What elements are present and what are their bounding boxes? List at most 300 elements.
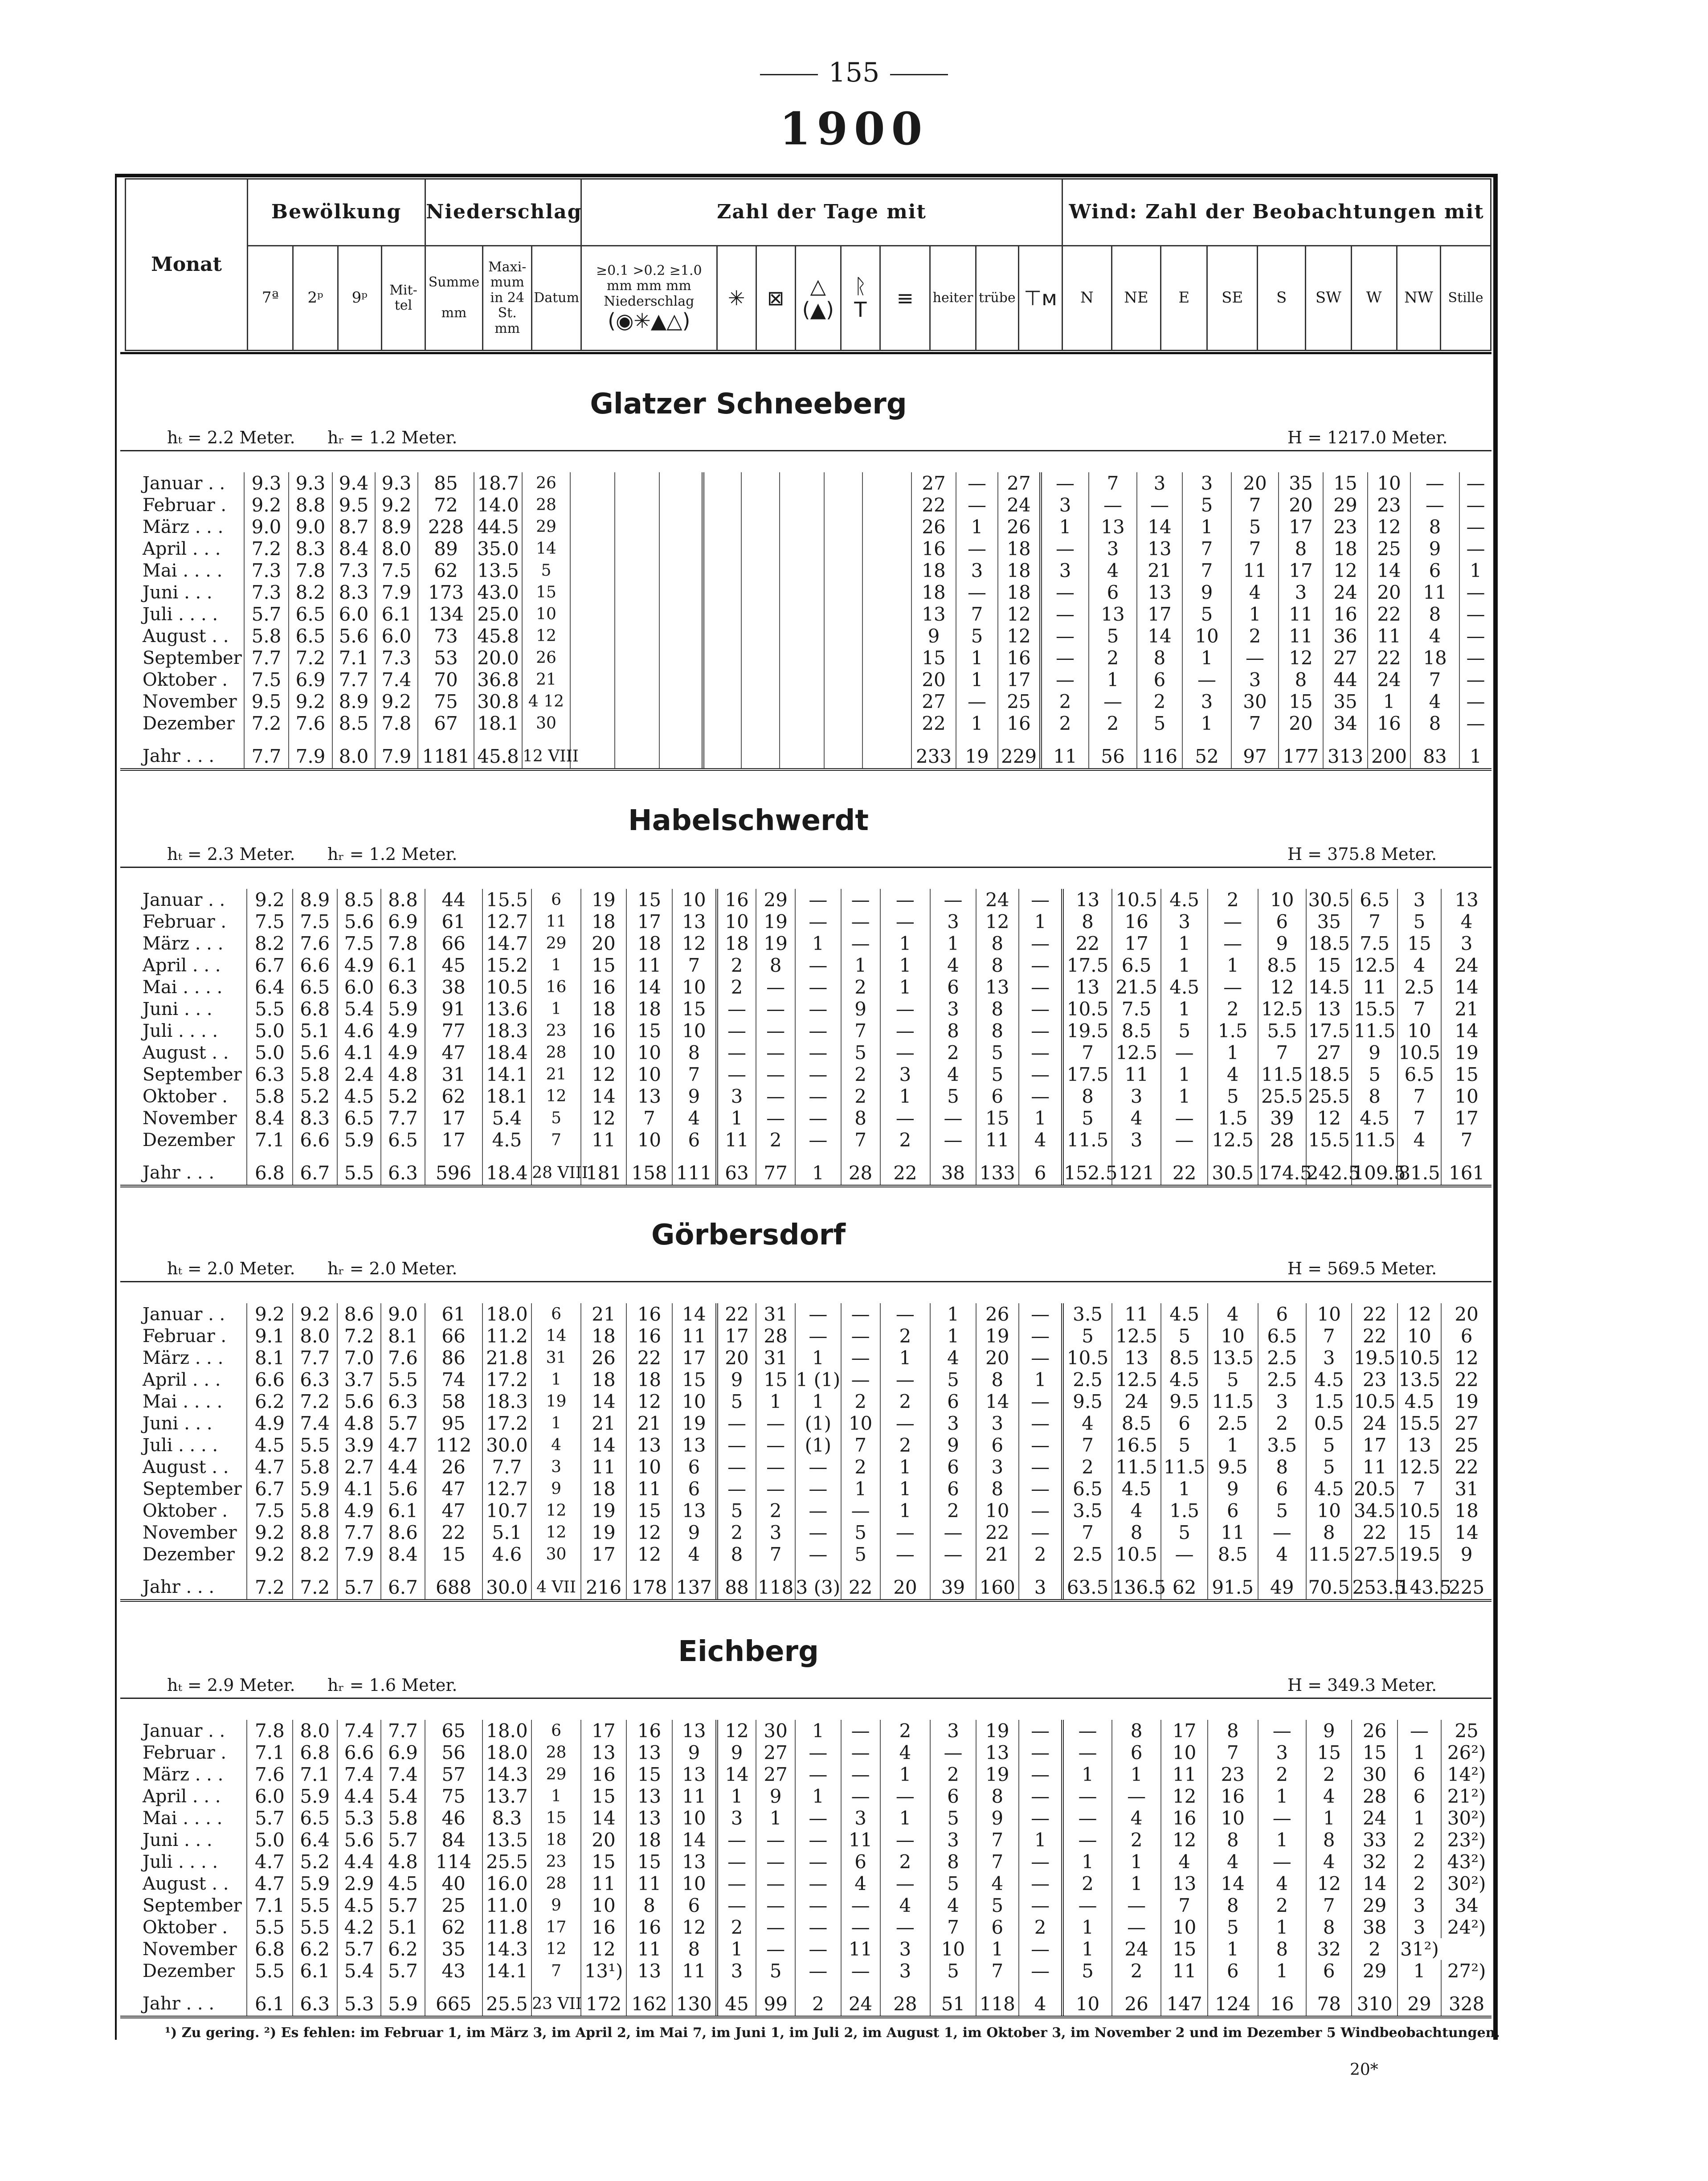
table-cell: 4 12	[522, 691, 570, 712]
table-cell: 1	[1208, 1434, 1258, 1456]
table-cell: 5	[1161, 1522, 1207, 1543]
table-row	[129, 933, 1491, 954]
table-cell: 2.5	[1208, 1412, 1258, 1434]
table-cell: 11.5	[1306, 1543, 1352, 1565]
table-cell: 32	[1306, 1938, 1352, 1960]
table-cell: 5.9	[293, 1785, 337, 1807]
hail-icon: ⊠	[756, 246, 795, 351]
table-cell: 10.5	[1397, 1500, 1441, 1522]
table-cell	[824, 494, 862, 516]
table-cell: —	[880, 1543, 931, 1565]
month-label: Jahr . . .	[143, 1993, 215, 2014]
table-cell: —	[795, 1064, 841, 1085]
table-cell: —	[1019, 1873, 1062, 1895]
table-cell: 6	[1161, 1412, 1207, 1434]
table-cell: 8	[1137, 647, 1182, 669]
table-cell	[570, 538, 615, 560]
table-cell	[741, 516, 780, 538]
table-cell: 2	[1397, 1873, 1441, 1895]
table-cell: 5	[1397, 911, 1441, 933]
table-cell: 4	[1161, 1851, 1207, 1873]
month-label: Mai . . . .	[143, 977, 223, 998]
table-cell: —	[1041, 581, 1089, 603]
table-cell: 83	[1410, 734, 1459, 769]
table-cell: 8.4	[247, 1107, 292, 1129]
table-cell: 9.3	[289, 472, 332, 494]
table-cell: 1	[1112, 1873, 1161, 1895]
table-cell: 44.5	[474, 516, 522, 538]
table-cell: 7	[841, 1434, 880, 1456]
table-cell: —	[880, 1916, 931, 1938]
table-cell: 7.7	[482, 1456, 532, 1478]
table-row	[129, 1107, 1491, 1129]
table-cell: 7.6	[289, 712, 332, 734]
table-cell: 12	[1161, 1829, 1207, 1851]
table-cell: 39	[1258, 1107, 1307, 1129]
table-cell: 20	[1231, 472, 1279, 494]
table-cell: —	[1019, 1764, 1062, 1785]
table-cell: 6	[1258, 1478, 1307, 1500]
table-cell: 174.5	[1258, 1151, 1307, 1186]
month-label: Februar .	[143, 911, 227, 932]
table-cell: 5	[756, 1960, 795, 1982]
table-cell: 6.6	[337, 1742, 381, 1764]
table-cell: 4	[1208, 1851, 1258, 1873]
table-cell: 28	[531, 1042, 581, 1064]
table-cell: 13	[976, 1742, 1019, 1764]
table-cell: —	[1459, 712, 1491, 734]
table-cell: —	[1459, 669, 1491, 691]
table-cell	[703, 734, 741, 769]
table-cell: 10	[930, 1938, 976, 1960]
table-cell: 15	[672, 1369, 717, 1391]
table-cell	[659, 603, 703, 625]
col-maximum: Maxi-mum in 24 St. mm	[482, 246, 531, 351]
table-row	[129, 911, 1491, 933]
table-cell: 7.6	[381, 1347, 425, 1369]
table-cell: 5	[976, 1042, 1019, 1064]
table-cell: 162	[626, 1982, 672, 2017]
month-label: September	[143, 1895, 242, 1916]
table-cell: 4.5	[1352, 1107, 1397, 1129]
section-rule	[120, 450, 1491, 451]
table-cell: 16	[998, 647, 1041, 669]
table-cell: 18	[626, 1369, 672, 1391]
table-cell: 5.4	[482, 1107, 532, 1129]
table-cell: —	[795, 976, 841, 998]
table-cell: 15	[1323, 472, 1368, 494]
table-cell: 12	[626, 1391, 672, 1412]
table-cell: —	[1019, 889, 1062, 911]
table-cell: 9.2	[247, 889, 292, 911]
table-cell: —	[1459, 494, 1491, 516]
table-cell: 1	[1459, 734, 1491, 769]
snow-icon: ✳	[717, 246, 756, 351]
table-cell: 24	[1441, 954, 1491, 976]
threshold-1: ≥0.1	[596, 262, 629, 278]
table-cell: 5	[930, 1369, 976, 1391]
table-cell: 5	[1137, 712, 1182, 734]
table-cell: 28	[756, 1325, 795, 1347]
table-cell: 2	[880, 1129, 931, 1151]
table-cell: 12	[531, 1522, 581, 1543]
table-cell: 13.5	[474, 560, 522, 581]
table-cell: 4	[1258, 1543, 1307, 1565]
table-cell: 14	[522, 538, 570, 560]
table-cell: 9.5	[1208, 1456, 1258, 1478]
table-cell: —	[756, 1916, 795, 1938]
table-row	[129, 625, 1491, 647]
table-cell: 2	[880, 1720, 931, 1742]
table-cell: 8.1	[381, 1325, 425, 1347]
table-cell: 30	[756, 1720, 795, 1742]
table-cell: 2	[930, 1500, 976, 1522]
table-cell: 2.5	[1397, 976, 1441, 998]
table-cell: 7.5	[247, 911, 292, 933]
month-label: März . . .	[143, 1764, 224, 1785]
table-cell: 1	[1258, 1960, 1307, 1982]
table-cell: 13	[672, 1500, 717, 1522]
table-cell: —	[795, 1916, 841, 1938]
table-cell: 6.1	[247, 1982, 292, 2017]
table-cell: —	[956, 691, 998, 712]
table-cell: 5.5	[293, 1434, 337, 1456]
table-cell: 12	[672, 933, 717, 954]
station-table	[129, 1303, 1491, 1600]
table-cell: 17	[1352, 1434, 1397, 1456]
table-cell: 7.5	[244, 669, 289, 691]
table-cell: 5	[956, 625, 998, 647]
table-cell: 7	[756, 1543, 795, 1565]
station-altitude: H = 349.3 Meter.	[1287, 1675, 1437, 1695]
wind-header: Wind: Zahl der Beobachtungen mit	[1062, 179, 1491, 246]
table-cell: 2	[717, 954, 756, 976]
table-cell: 18	[998, 560, 1041, 581]
table-cell: 2	[1041, 691, 1089, 712]
table-cell: 6	[930, 1391, 976, 1412]
table-row	[129, 1829, 1491, 1851]
table-cell: 15	[522, 581, 570, 603]
table-cell: 13	[626, 1434, 672, 1456]
table-row	[129, 1916, 1491, 1938]
table-cell: 15	[1397, 1522, 1441, 1543]
table-cell	[741, 581, 780, 603]
table-cell: —	[795, 1500, 841, 1522]
table-cell: 31	[756, 1347, 795, 1369]
table-cell: 31	[1441, 1478, 1491, 1500]
table-cell: 30²)	[1441, 1807, 1491, 1829]
table-cell: 1181	[418, 734, 474, 769]
table-cell: 10	[1441, 1085, 1491, 1107]
table-cell: 7	[531, 1960, 581, 1982]
table-cell: 8.6	[337, 1303, 381, 1325]
table-cell: 9.0	[244, 516, 289, 538]
table-cell: 4.6	[337, 1020, 381, 1042]
table-cell: —	[1410, 494, 1459, 516]
table-cell: 17.5	[1306, 1020, 1352, 1042]
table-cell: 20.0	[474, 647, 522, 669]
table-cell: 7.8	[247, 1720, 292, 1742]
table-row	[129, 1543, 1491, 1565]
table-cell: 15	[1161, 1938, 1207, 1960]
table-cell	[659, 669, 703, 691]
table-cell: 13¹)	[581, 1960, 626, 1982]
table-cell: 8	[672, 1938, 717, 1960]
table-cell: 9	[1352, 1042, 1397, 1064]
month-label: August . .	[143, 1042, 229, 1063]
table-cell: 11	[717, 1129, 756, 1151]
table-cell: 29	[522, 516, 570, 538]
table-cell: —	[795, 1325, 841, 1347]
table-cell: —	[795, 1042, 841, 1064]
table-cell: 6.3	[293, 1369, 337, 1391]
table-cell	[824, 560, 862, 581]
table-cell: 7.2	[244, 712, 289, 734]
table-cell: 5.1	[482, 1522, 532, 1543]
table-cell: 13	[672, 1434, 717, 1456]
table-cell: 16	[626, 1916, 672, 1938]
table-cell: 7	[1397, 1107, 1441, 1129]
table-cell: 328	[1441, 1982, 1491, 2017]
table-cell: 13	[1397, 1434, 1441, 1456]
table-cell: 88	[717, 1565, 756, 1600]
table-cell: 5.7	[244, 603, 289, 625]
table-cell: 9	[1306, 1720, 1352, 1742]
table-cell: 1	[880, 1478, 931, 1500]
table-cell: 75	[425, 1785, 482, 1807]
table-cell: 1	[1019, 1369, 1062, 1391]
table-cell: 20	[581, 1829, 626, 1851]
table-cell	[659, 647, 703, 669]
table-cell: 1 (1)	[796, 1369, 841, 1391]
table-cell: 10	[1306, 1303, 1352, 1325]
table-cell: 6.3	[293, 1982, 337, 2017]
table-cell: 26²)	[1441, 1742, 1491, 1764]
col-wind-se: SE	[1207, 246, 1258, 351]
table-cell: 14	[1137, 516, 1182, 538]
table-cell: 10	[1182, 625, 1231, 647]
table-cell: —	[1019, 1720, 1062, 1742]
table-cell: 7.3	[244, 581, 289, 603]
table-cell: 18	[581, 1325, 626, 1347]
table-cell: 11.5	[1112, 1456, 1161, 1478]
table-cell: 6	[1019, 1151, 1062, 1186]
table-cell: 2	[1258, 1764, 1307, 1785]
table-cell	[862, 581, 911, 603]
table-cell: 28	[531, 1742, 581, 1764]
table-cell: 11.2	[482, 1325, 532, 1347]
table-cell: 5.5	[293, 1895, 337, 1916]
table-cell: —	[1019, 1085, 1062, 1107]
table-cell: —	[841, 933, 880, 954]
table-cell: 1	[795, 933, 841, 954]
table-cell: 12	[531, 1500, 581, 1522]
table-cell: 23	[1323, 516, 1368, 538]
table-cell: —	[880, 889, 931, 911]
table-cell: 7	[976, 1829, 1019, 1851]
table-cell: 5.5	[247, 1916, 292, 1938]
table-cell: 11	[1161, 1960, 1207, 1982]
table-cell: 6.0	[337, 976, 381, 998]
table-cell: 63	[717, 1151, 756, 1186]
table-cell: 1	[795, 1785, 841, 1807]
table-cell: 22	[911, 494, 956, 516]
table-cell: —	[717, 1042, 756, 1064]
table-cell: —	[841, 1764, 880, 1785]
table-cell: —	[880, 1020, 931, 1042]
table-cell: 9	[531, 1478, 581, 1500]
table-cell: 1	[880, 933, 931, 954]
table-cell: 17.5	[1062, 954, 1112, 976]
table-cell: 3.5	[1062, 1303, 1112, 1325]
table-cell: 66	[425, 933, 482, 954]
table-cell: 4	[1112, 1807, 1161, 1829]
table-cell: 20	[581, 933, 626, 954]
table-cell: 16	[626, 1720, 672, 1742]
table-cell: —	[717, 1434, 756, 1456]
table-cell: 7.4	[337, 1764, 381, 1785]
table-cell: 8	[1279, 538, 1323, 560]
table-cell: 5	[1208, 1369, 1258, 1391]
table-cell: 4	[930, 1347, 976, 1369]
col-heiter: heiter	[930, 246, 976, 351]
table-cell	[862, 494, 911, 516]
table-cell: 14	[976, 1391, 1019, 1412]
table-cell: 3	[1137, 472, 1182, 494]
table-cell: 8	[1306, 1829, 1352, 1851]
table-cell: 63.5	[1062, 1565, 1112, 1600]
table-cell: —	[795, 1851, 841, 1873]
table-cell: 9	[717, 1369, 756, 1391]
table-cell: —	[930, 1129, 976, 1151]
table-cell: —	[1161, 1042, 1207, 1064]
table-cell: —	[1019, 1742, 1062, 1764]
table-cell: 7	[531, 1129, 581, 1151]
table-cell: 10	[672, 1391, 717, 1412]
table-cell: 6	[841, 1851, 880, 1873]
table-cell: 1	[956, 516, 998, 538]
table-cell: 5.0	[247, 1020, 292, 1042]
table-cell: 6	[672, 1478, 717, 1500]
table-cell: 3	[1441, 933, 1491, 954]
table-cell: 9.3	[375, 472, 418, 494]
table-cell: 3	[531, 1456, 581, 1478]
table-cell: 22	[1352, 1303, 1397, 1325]
table-cell: 21	[581, 1303, 626, 1325]
table-cell: 53	[418, 647, 474, 669]
table-cell: 9	[672, 1522, 717, 1543]
table-cell: 173	[418, 581, 474, 603]
table-cell: 16	[1112, 911, 1161, 933]
table-cell: 18	[581, 1369, 626, 1391]
month-label: Juli . . . .	[143, 1020, 218, 1041]
table-cell: 1	[1062, 1916, 1112, 1938]
table-cell: 7.3	[332, 560, 375, 581]
table-cell: 1	[880, 1085, 931, 1107]
table-cell: 32	[1352, 1851, 1397, 1873]
table-cell: 20	[976, 1347, 1019, 1369]
table-cell: 6.5	[293, 1807, 337, 1829]
table-cell: 23	[1208, 1764, 1258, 1785]
table-cell: 39	[930, 1565, 976, 1600]
table-cell: 9	[1182, 581, 1231, 603]
table-cell: 3	[880, 1938, 931, 1960]
table-cell: 18	[626, 998, 672, 1020]
table-cell: 9	[976, 1807, 1019, 1829]
month-label: November	[143, 1939, 237, 1960]
table-cell: 28	[1352, 1785, 1397, 1807]
table-cell: 19	[581, 1522, 626, 1543]
month-label: September	[143, 1064, 242, 1085]
table-cell: 25	[425, 1895, 482, 1916]
table-cell: —	[1208, 933, 1258, 954]
table-cell: 4	[880, 1742, 931, 1764]
table-cell: —	[841, 1347, 880, 1369]
table-cell: 12	[626, 1522, 672, 1543]
table-cell: 16	[531, 976, 581, 998]
table-cell: 14.0	[474, 494, 522, 516]
table-cell: 2	[756, 1129, 795, 1151]
table-cell: 7.7	[332, 669, 375, 691]
table-cell: 84	[425, 1829, 482, 1851]
table-cell: —	[1019, 998, 1062, 1020]
table-cell: 8	[1062, 1085, 1112, 1107]
table-cell: 11	[841, 1829, 880, 1851]
table-cell: 33	[1352, 1829, 1397, 1851]
table-cell: 5.6	[293, 1042, 337, 1064]
table-cell	[780, 647, 824, 669]
section-rule	[120, 1698, 1491, 1699]
table-cell: 14²)	[1441, 1764, 1491, 1785]
table-cell: —	[1137, 494, 1182, 516]
table-cell: 18	[1323, 538, 1368, 560]
table-cell: 3	[1089, 538, 1137, 560]
table-cell	[780, 625, 824, 647]
table-cell: —	[1459, 647, 1491, 669]
table-cell: 7.8	[375, 712, 418, 734]
table-cell	[862, 538, 911, 560]
table-cell: 6.4	[247, 976, 292, 998]
table-cell: —	[880, 1369, 931, 1391]
table-cell: 124	[1208, 1982, 1258, 2017]
table-cell: 31²)	[1397, 1938, 1441, 1960]
table-cell: 14.3	[482, 1938, 532, 1960]
table-cell: 14.1	[482, 1064, 532, 1085]
table-cell: —	[717, 1873, 756, 1895]
table-cell: 4.9	[381, 1042, 425, 1064]
col-7a: 7ª	[248, 246, 293, 351]
table-cell: 4	[672, 1107, 717, 1129]
table-cell: 23 VII	[531, 1982, 581, 2017]
table-cell: 4	[1410, 625, 1459, 647]
table-cell: 6	[531, 1303, 581, 1325]
table-cell: 2	[1019, 1543, 1062, 1565]
month-label: Juli . . . .	[143, 1435, 218, 1456]
table-cell: —	[756, 1042, 795, 1064]
table-cell: 8.3	[482, 1807, 532, 1829]
table-cell: 7	[1306, 1895, 1352, 1916]
table-cell: 5.4	[337, 1960, 381, 1982]
table-cell: 7.4	[293, 1412, 337, 1434]
table-cell: 14	[1208, 1873, 1258, 1895]
table-cell: —	[1161, 1129, 1207, 1151]
table-cell: 6.7	[293, 1151, 337, 1186]
table-cell: 2.5	[1258, 1347, 1307, 1369]
table-cell: 22	[1368, 603, 1410, 625]
table-cell: 26	[911, 516, 956, 538]
table-row	[129, 1895, 1491, 1916]
table-cell: 12.5	[1258, 998, 1307, 1020]
